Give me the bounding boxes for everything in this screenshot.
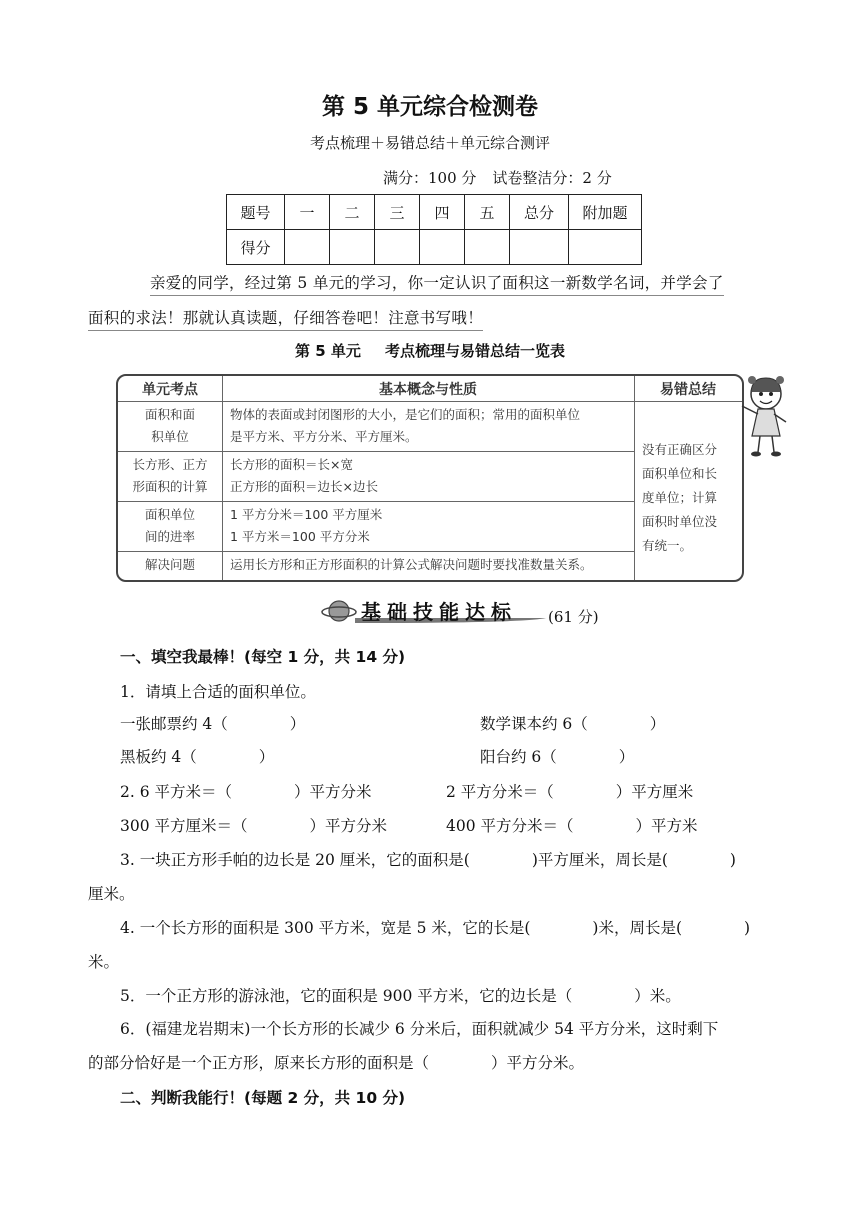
question-1a: 一张邮票约 4（ ） (120, 715, 306, 733)
score-input-cell[interactable] (510, 230, 569, 265)
score-table-cell: 五 (465, 195, 510, 230)
question-6-cont: 的部分恰好是一个正方形，原来长方形的面积是（ ）平方分米。 (88, 1054, 585, 1072)
question-2b: 2 平方分米＝（ ）平方厘米 (446, 783, 694, 801)
question-3-cont: 厘米。 (88, 885, 135, 903)
summary-header-concept: 基本概念与性质 (379, 382, 477, 398)
score-table-cell: 附加题 (569, 195, 642, 230)
question-3: 3. 一块正方形手帕的边长是 20 厘米，它的面积是( )平方厘米，周长是( ) (120, 851, 736, 869)
page-title: 第 5 单元综合检测卷 (321, 94, 539, 120)
score-table-cell: 二 (330, 195, 375, 230)
section-banner-text: 基础技能达标 (361, 600, 517, 624)
page-subtitle: 考点梳理＋易错总结＋单元综合测评 (309, 134, 550, 152)
summary-topic: 长方形、正方 形面积的计算 (132, 457, 208, 494)
summary-errors: 没有正确区分 面积单位和长 度单位；计算 面积时单位没 有统一。 (642, 442, 718, 553)
part1-heading: 一、填空我最棒！(每空 1 分，共 14 分) (120, 648, 406, 666)
summary-content: 1 平方分米＝100 平方厘米 1 平方米＝100 平方分米 (230, 507, 383, 544)
score-table-header-row (227, 195, 642, 230)
girl-cartoon-icon (736, 372, 790, 458)
question-4-cont: 米。 (88, 953, 120, 971)
part2-heading: 二、判断我能行！(每题 2 分，共 10 分) (120, 1089, 406, 1107)
score-input-cell[interactable] (330, 230, 375, 265)
summary-header-topic: 单元考点 (142, 382, 198, 398)
summary-topic: 解决问题 (144, 557, 195, 572)
score-table-cell: 总分 (510, 195, 569, 230)
question-2a: 2. 6 平方米＝（ ）平方分米 (120, 783, 372, 801)
summary-content: 长方形的面积＝长×宽 正方形的面积＝边长×边长 (230, 457, 378, 494)
score-input-cell[interactable] (285, 230, 330, 265)
score-table-cell: 题号 (227, 195, 285, 230)
summary-table (116, 374, 744, 582)
score-table-cell: 一 (285, 195, 330, 230)
question-4: 4. 一个长方形的面积是 300 平方米，宽是 5 米，它的长是( )米，周长是( ) (120, 919, 751, 937)
score-input-cell[interactable] (465, 230, 510, 265)
summary-header-errors: 易错总结 (660, 382, 716, 398)
question-1: 1．请填上合适的面积单位。 (120, 683, 316, 701)
question-2d: 400 平方分米＝（ ）平方米 (446, 817, 698, 835)
score-table-score-row (227, 230, 642, 265)
section-score: (61 分) (548, 608, 599, 626)
summary-content: 物体的表面或封闭图形的大小，是它们的面积；常用的面积单位 是平方米、平方分米、平方厘米。 (230, 407, 581, 444)
question-1b: 数学课本约 6（ ） (480, 715, 666, 733)
summary-topic: 面积单位 间的进率 (144, 507, 195, 544)
score-input-cell[interactable] (420, 230, 465, 265)
question-5: 5．一个正方形的游泳池，它的面积是 900 平方米，它的边长是（ ）米。 (120, 987, 681, 1005)
question-1c: 黑板约 4（ ） (120, 748, 275, 766)
score-input-cell[interactable] (375, 230, 420, 265)
intro-line-2: 面积的求法！那就认真读题，仔细答卷吧！注意书写哦！ (88, 306, 778, 328)
question-6: 6．(福建龙岩期末)一个长方形的长减少 6 分米后，面积就减少 54 平方分米，这时剩下 (120, 1020, 719, 1038)
question-1d: 阳台约 6（ ） (480, 748, 635, 766)
score-table-cell: 四 (420, 195, 465, 230)
neatness-mark: 试卷整洁分：2 分 (492, 169, 612, 187)
score-input-cell[interactable] (569, 230, 642, 265)
summary-topic: 面积和面 积单位 (144, 407, 195, 444)
score-table-cell: 三 (375, 195, 420, 230)
score-info (383, 167, 612, 188)
summary-title: 第 5 单元 考点梳理与易错总结一览表 (295, 342, 565, 360)
question-2c: 300 平方厘米＝（ ）平方分米 (120, 817, 388, 835)
score-table-cell: 得分 (227, 230, 285, 265)
full-mark: 满分：100 分 (383, 169, 477, 187)
intro-line-1: 亲爱的同学，经过第 5 单元的学习，你一定认识了面积这一新数学名词，并学会了 (150, 271, 780, 293)
score-table (226, 194, 642, 265)
summary-content: 运用长方形和正方形面积的计算公式解决问题时要找准数量关系。 (230, 557, 593, 572)
